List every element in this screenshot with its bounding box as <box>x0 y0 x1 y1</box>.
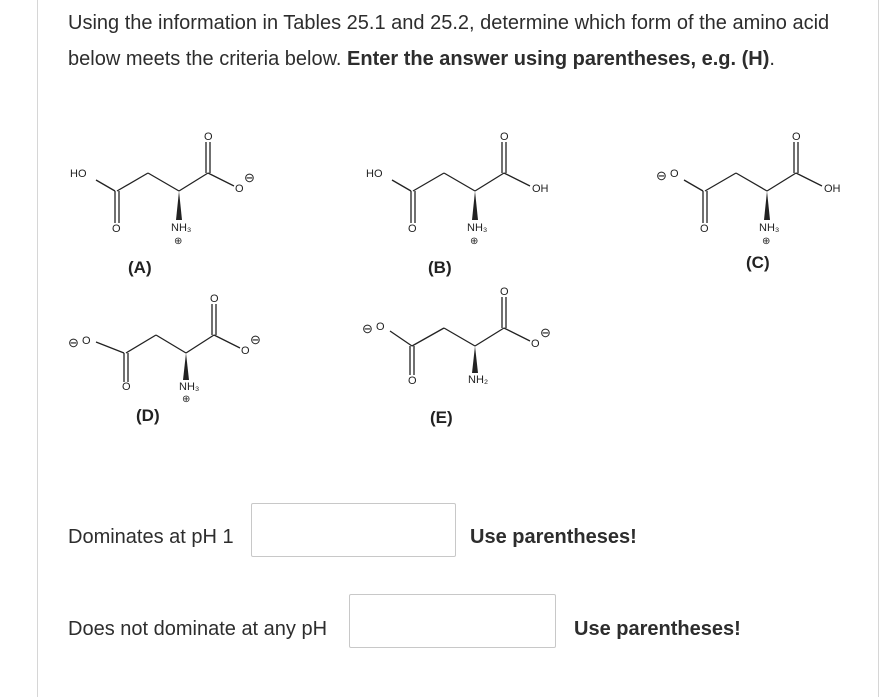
structure-b <box>364 128 574 258</box>
hint-2: Use parentheses! <box>574 618 741 640</box>
structure-label-a: (A) <box>128 258 152 277</box>
carbonyl-o: O <box>210 293 219 305</box>
structure-d <box>68 290 278 420</box>
charge-minus: ⊖ <box>68 335 79 350</box>
carbonyl-o: O <box>500 131 509 143</box>
question-2-label: Does not dominate at any pH <box>68 618 328 640</box>
right-group: O <box>241 345 250 357</box>
charge-plus: ⊕ <box>762 236 771 247</box>
structure-label-b: (B) <box>428 258 452 277</box>
charge-minus: ⊖ <box>656 168 667 183</box>
left-group: HO <box>366 168 383 180</box>
right-group: OH <box>532 183 549 195</box>
right-group: OH <box>824 183 841 195</box>
amine-group: NH₃ <box>759 222 780 234</box>
carbonyl-o: O <box>204 131 213 143</box>
left-group: O <box>670 168 679 180</box>
left-group: HO <box>70 168 87 180</box>
prompt-bold-text: Enter the answer using parentheses, e.g. (H) <box>347 48 770 70</box>
amine-group: NH₃ <box>467 222 488 234</box>
prompt-end: . <box>769 48 775 70</box>
question-1-label: Dominates at pH 1 <box>68 526 234 548</box>
charge-plus: ⊕ <box>174 236 183 247</box>
charge-minus: ⊖ <box>362 321 373 336</box>
structure-label-c: (C) <box>746 253 770 272</box>
structure-c <box>656 128 866 258</box>
carbonyl-o: O <box>500 286 509 298</box>
structure-a <box>68 128 278 258</box>
hint-1: Use parentheses! <box>470 526 637 548</box>
carbonyl-o: O <box>700 223 709 235</box>
charge-minus: ⊖ <box>250 332 261 347</box>
carbonyl-o: O <box>408 375 417 387</box>
amine-group: NH₃ <box>171 222 192 234</box>
charge-minus: ⊖ <box>540 325 551 340</box>
amine-group: NH₂ <box>468 374 489 386</box>
structure-label-d: (D) <box>136 406 160 425</box>
amine-group: NH₃ <box>179 381 200 393</box>
right-group: O <box>235 183 244 195</box>
answer-input-2[interactable] <box>349 594 556 648</box>
question-prompt <box>68 5 848 77</box>
structure-label-e: (E) <box>430 408 453 427</box>
carbonyl-o: O <box>122 381 131 393</box>
prompt-text: Using the information in Tables 25.1 and 25.2, determine which form of the amino acid below meets the criteria below. <box>68 12 830 70</box>
charge-minus: ⊖ <box>244 170 255 185</box>
carbonyl-o: O <box>112 223 121 235</box>
charge-plus: ⊕ <box>182 394 191 405</box>
carbonyl-o: O <box>792 131 801 143</box>
structure-e <box>364 283 574 413</box>
answer-input-1[interactable] <box>251 503 456 557</box>
right-group: O <box>531 338 540 350</box>
charge-plus: ⊕ <box>470 236 479 247</box>
carbonyl-o: O <box>408 223 417 235</box>
left-group: O <box>376 321 385 333</box>
left-group: O <box>82 335 91 347</box>
